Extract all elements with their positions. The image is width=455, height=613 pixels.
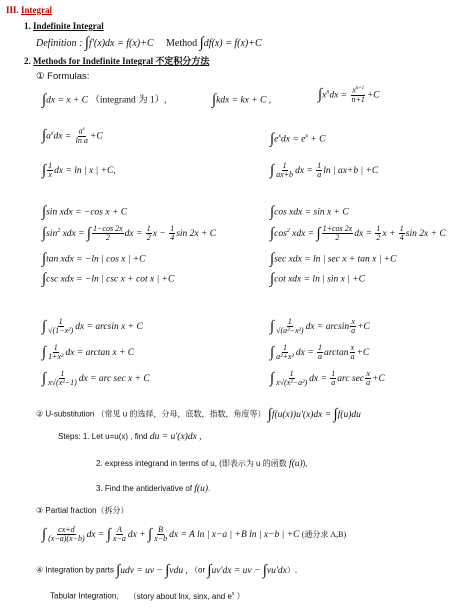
formula-arctan: ∫ $\frac{1}{\text{1+x²}}$ dx = arctan x + C (42, 343, 135, 362)
formulas-text: Formulas: (47, 71, 90, 82)
tabular-line: Tabular Integration, （story about lnx, sinx, and $e^x$ ） (50, 591, 245, 601)
definition-label: Definition (36, 37, 77, 49)
formula-arcsin: ∫ $\frac{1}{\text{√(1−x²)}}$ dx = arcsin x + C (42, 317, 143, 336)
formula-arcsin-a: ∫ $\frac{1}{\text{√(a²−x²)}}$ dx = arcsin $\frac{x}{a}$ +C (270, 317, 370, 336)
usub-circle: ② (36, 409, 44, 419)
partial-tail: (通分求 A,B) (301, 530, 347, 540)
subsection-2-title: Methods for Indefinite Integral 不定积分方法 (33, 56, 210, 66)
formula-sec: ∫sec xdx = ln | sec x + tan x | +C (270, 251, 397, 267)
formula-arctan-a: ∫ $\frac{1}{\text{a²+x²}}$ dx = $\frac{1}{a}$ arctan $\frac{x}{a}$ +C (270, 343, 370, 362)
parts-or: （or (190, 565, 206, 575)
usub-heading: ② U-substitution （常见 u 的选择，分母，底数，指数，角度等） ∫f(u(x))u'(x)dx = ∫f(u)du (36, 406, 361, 422)
parts-tail: ）, (286, 565, 298, 575)
partial-circle: ③ (36, 506, 44, 515)
subsection-2-number: 2. (24, 56, 31, 66)
formula-cos: ∫cos xdx = sin x + C (270, 204, 349, 220)
formula-1-over-x: ∫ $\frac{1}{x}$ dx = ln | x | +C, (42, 161, 116, 180)
usub-step-3-text: 3. Find the antiderivative of (96, 484, 193, 493)
formula-sin: ∫sin xdx = −cos x + C (42, 204, 128, 220)
usub-step-3: 3. Find the antiderivative of f(u). (96, 484, 211, 494)
formula-csc: ∫csc xdx = −ln | csc x + cot x | +C (42, 271, 175, 287)
usub-step-2: 2. express integrand in terms of u, (即表示为 u 的函数 f(u)), (96, 459, 308, 469)
parts-label: Integration by parts (45, 565, 114, 575)
subsection-1-title: Indefinite Integral (33, 21, 104, 31)
tabular-label: Tabular Integration, (50, 591, 119, 601)
partial-heading (36, 507, 129, 515)
formula-ax: $\int a^xdx$ = $\frac{a^x}{\text{ln a}}$ +C (42, 126, 103, 146)
formula-tan: ∫tan xdx = −ln | cos x | +C (42, 251, 146, 267)
definition-line: Definition : ∫f'(x)dx = f(x)+C Method ∫df(x) = f(x)+C (36, 35, 262, 51)
formula-arcsec-a: ∫ $\frac{1}{\text{x√(x²−a²)}}$ dx = $\frac{1}{a}$ arc sec $\frac{x}{a}$ +C (270, 369, 385, 388)
formula-cot: ∫cot xdx = ln | sin x | +C (270, 271, 365, 287)
usub-step-1-text: Steps: 1. Let u=u(x) , find (58, 432, 148, 441)
formula-ex: $\int e^xdx = e^x + C$ (270, 131, 326, 147)
usub-label: U-substitution (45, 409, 95, 419)
subsection-2-heading (24, 57, 209, 66)
formula-1-over-axb: ∫ $\frac{1}{ax+b}$ dx = $\frac{1}{a}$ ln | ax+b | +C (270, 161, 379, 180)
section-title: Integral (21, 5, 53, 15)
formula-power: $\int x^ndx$ = $\frac{x^{n+1}}{n+1}$ +C (318, 85, 380, 105)
parts-circle: ④ (36, 565, 44, 575)
method-label: Method (166, 37, 198, 49)
usub-step-1: Steps: 1. Let u=u(x) , find du = u'(x)dx , (58, 432, 202, 442)
usub-step-2-tail: ), (302, 459, 308, 468)
parts-heading: ④ Integration by parts ∫udv = uv − ∫vdu , （or ∫uv'dx = uv − ∫vu'dx）, (36, 562, 298, 578)
tabular-note: （story about lnx, sinx, and e (128, 591, 232, 601)
formulas-circle: ① (36, 71, 45, 82)
formula-dx: ∫dx = x + C （integrand 为 1）, (42, 92, 167, 108)
formula-partial-fraction: ∫ $\frac{cx+d}{(x-a)(x-b)}$ dx = ∫ $\frac{A}{x-a}$ dx + ∫ $\frac{B}{x-b}$ dx = A ln | x−a | +B ln | x−b | +C (通分求 A,B) (42, 525, 347, 544)
usub-note: （常见 u 的选择，分母，底数，指数，角度等） (96, 409, 266, 419)
subsection-1-heading (24, 22, 104, 31)
section-numeral: III. (6, 5, 19, 15)
section-heading (6, 6, 52, 15)
formula-sin-squared: $\int\sin^2$ xdx = ∫ $\frac{1-\cos 2x}{2}$ dx = $\frac{1}{2}$ x − $\frac{1}{4}$ sin 2x + C (42, 224, 217, 243)
formula-kdx: ∫kdx = kx + C , (212, 92, 272, 108)
formula-cos-squared: $\int\cos^2$ xdx = ∫ $\frac{1+\cos 2x}{2}$ dx = $\frac{1}{2}$ x + $\frac{1}{4}$ sin 2x + C (270, 224, 446, 243)
integrand-note: （integrand 为 1）, (90, 95, 167, 106)
usub-step-2-text: 2. express integrand in terms of u, (即表示为 u 的函数 (96, 459, 287, 468)
formula-arcsec: ∫ $\frac{1}{\text{x√(x²−1)}}$ dx = arc sec x + C (42, 369, 150, 388)
partial-label: Partial fraction（拆分） (45, 506, 129, 515)
subsection-1-number: 1. (24, 21, 31, 31)
formulas-label (36, 72, 89, 82)
usub-step-3-tail: . (208, 484, 211, 493)
